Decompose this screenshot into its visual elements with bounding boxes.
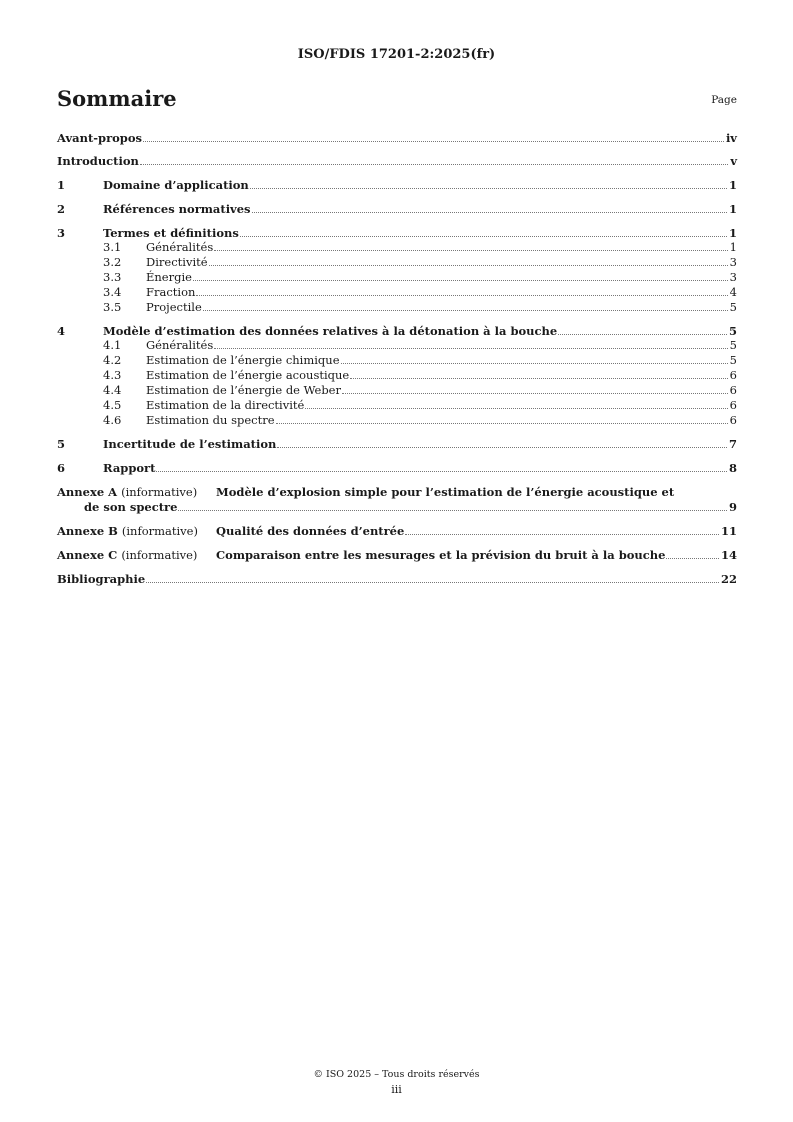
leader-dots	[146, 582, 719, 583]
annex-type: (informative)	[121, 548, 198, 562]
toc-entry-label: Rapport	[103, 461, 156, 475]
page-footer	[0, 1067, 793, 1097]
copyright-notice: © ISO 2025 – Tous droits réservés	[313, 1069, 480, 1080]
toc-entry-clause-5[interactable]	[57, 436, 737, 451]
toc-entry-label: Domaine d’application	[103, 178, 249, 192]
toc-entry-label: Bibliographie	[57, 572, 146, 586]
toc-entry-label: de son spectre	[84, 500, 178, 514]
toc-entry-introduction[interactable]	[57, 153, 737, 168]
document-id-header: ISO/FDIS 17201-2:2025(fr)	[297, 47, 496, 62]
toc-entry-label: Directivité	[146, 255, 208, 269]
toc-entry-label: Références normatives	[103, 202, 251, 216]
toc-entry-number: 3.5	[103, 300, 122, 314]
toc-entry-label: Estimation de l’énergie de Weber	[146, 383, 341, 397]
toc-entry-label: Modèle d’estimation des données relatives à la détonation à la bouche	[103, 324, 558, 338]
toc-entry-page: 11	[720, 524, 737, 538]
toc-entry-label: Comparaison entre les mesurages et la prévision du bruit à la bouche	[216, 548, 666, 562]
toc-subentry-3-2[interactable]	[57, 254, 737, 269]
toc-entry-number: 4.6	[103, 413, 122, 427]
toc-entry-page: 6	[729, 398, 737, 412]
toc-entry-label: Qualité des données d’entrée	[216, 524, 405, 538]
toc-entry-label: Introduction	[57, 154, 139, 168]
leader-dots	[342, 393, 728, 394]
leader-dots	[209, 265, 728, 266]
annex-heading	[57, 549, 216, 562]
leader-dots	[240, 236, 727, 237]
toc-subentry-4-5[interactable]	[57, 397, 737, 412]
leader-dots	[250, 188, 727, 189]
toc-entry-clause-4[interactable]	[57, 323, 737, 338]
toc-entry-label: Estimation de l’énergie chimique	[146, 353, 340, 367]
toc-title-row	[57, 86, 737, 114]
toc-entry-page: 8	[728, 461, 737, 475]
toc-entry-page: 6	[729, 413, 737, 427]
leader-dots	[193, 280, 728, 281]
leader-dots	[666, 558, 719, 559]
toc-entry-page: v	[730, 154, 737, 168]
leader-dots	[156, 471, 727, 472]
toc-subentry-4-4[interactable]	[57, 382, 737, 397]
toc-subentry-3-4[interactable]	[57, 284, 737, 299]
toc-entry-clause-3[interactable]	[57, 225, 737, 240]
toc-entry-label: Modèle d’explosion simple pour l’estimation de l’énergie acoustique et	[216, 485, 675, 499]
toc-entry-avant-propos[interactable]	[57, 130, 737, 145]
toc-entry-clause-1[interactable]	[57, 177, 737, 192]
toc-entry-page: 5	[729, 300, 737, 314]
toc-entry-page: iv	[725, 131, 737, 145]
toc-entry-number: 2	[57, 202, 66, 216]
toc-subentry-4-1[interactable]	[57, 337, 737, 352]
toc-entry-clause-6[interactable]	[57, 460, 737, 475]
toc-subentry-4-3[interactable]	[57, 367, 737, 382]
toc-entry-label: Projectile	[146, 300, 202, 314]
page-column-label: Page	[711, 94, 737, 106]
toc-entry-number: 6	[57, 461, 66, 475]
toc-entry-page: 1	[728, 226, 737, 240]
toc-entry-page: 5	[729, 353, 737, 367]
toc-entry-number: 4.4	[103, 383, 122, 397]
toc-entry-annexe-b[interactable]	[57, 523, 737, 538]
toc-entry-page: 7	[728, 437, 737, 451]
toc-entry-label: Estimation de l’énergie acoustique	[146, 368, 350, 382]
toc-subentry-4-6[interactable]	[57, 412, 737, 427]
leader-dots	[140, 164, 728, 165]
leader-dots	[214, 250, 727, 251]
leader-dots	[350, 378, 727, 379]
toc-entry-page: 5	[728, 324, 737, 338]
toc-entry-page: 5	[729, 338, 737, 352]
toc-subentry-3-3[interactable]	[57, 269, 737, 284]
toc-entry-page: 1	[728, 202, 737, 216]
toc-entry-number: 4.3	[103, 368, 122, 382]
toc-entry-annexe-a[interactable]	[57, 484, 737, 499]
toc-entry-annexe-c[interactable]	[57, 547, 737, 562]
toc-entry-clause-2[interactable]	[57, 201, 737, 216]
toc-entry-number: 4.5	[103, 398, 122, 412]
toc-entry-label: Énergie	[146, 270, 192, 284]
toc-entry-number: 3.4	[103, 285, 122, 299]
annex-name: Annexe B	[57, 524, 118, 538]
toc-entry-label: Généralités	[146, 338, 214, 352]
leader-dots	[196, 295, 727, 296]
leader-dots	[143, 141, 724, 142]
annex-type: (informative)	[121, 524, 198, 538]
leader-dots	[558, 334, 727, 335]
toc-entry-page: 1	[729, 240, 737, 254]
annex-name: Annexe C	[57, 548, 118, 562]
toc-entry-number: 4	[57, 324, 66, 338]
toc-entry-number: 1	[57, 178, 66, 192]
toc-entry-annexe-a-cont[interactable]	[57, 499, 737, 514]
toc-entry-page: 22	[720, 572, 737, 586]
toc-entry-number: 4.1	[103, 338, 122, 352]
toc-entry-label: Fraction	[146, 285, 196, 299]
leader-dots	[277, 447, 727, 448]
toc-entry-number: 3.2	[103, 255, 122, 269]
leader-dots	[405, 534, 719, 535]
page-title: Sommaire	[57, 86, 177, 111]
annex-name: Annexe A	[57, 485, 118, 499]
toc-entry-label: Avant-propos	[57, 131, 142, 145]
toc-entry-label: Incertitude de l’estimation	[103, 437, 277, 451]
toc-entry-number: 3.3	[103, 270, 122, 284]
leader-dots	[178, 510, 727, 511]
toc-entry-page: 9	[728, 500, 737, 514]
leader-dots	[203, 310, 728, 311]
toc-subentry-3-5[interactable]	[57, 299, 737, 314]
annex-heading	[57, 486, 216, 499]
leader-dots	[341, 363, 728, 364]
toc-entry-label: Estimation du spectre	[146, 413, 275, 427]
toc-entry-number: 3	[57, 226, 66, 240]
toc-entry-number: 4.2	[103, 353, 122, 367]
toc-entry-page: 3	[729, 270, 737, 284]
annex-type: (informative)	[121, 485, 198, 499]
annex-heading	[57, 525, 216, 538]
toc-entry-label: Généralités	[146, 240, 214, 254]
toc-entry-bibliographie[interactable]	[57, 571, 737, 586]
toc-subentry-3-1[interactable]	[57, 239, 737, 254]
leader-dots	[305, 408, 727, 409]
toc-entry-page: 6	[729, 368, 737, 382]
toc-entry-number: 3.1	[103, 240, 122, 254]
toc-entry-label: Estimation de la directivité	[146, 398, 305, 412]
leader-dots	[252, 212, 727, 213]
leader-dots	[276, 423, 728, 424]
toc-entry-label: Termes et définitions	[103, 226, 239, 240]
toc-entry-page: 6	[729, 383, 737, 397]
toc-entry-page: 4	[729, 285, 737, 299]
leader-dots	[214, 348, 727, 349]
toc-entry-number: 5	[57, 437, 66, 451]
toc-entry-page: 14	[720, 548, 737, 562]
toc-entry-page: 3	[729, 255, 737, 269]
toc-entry-page: 1	[728, 178, 737, 192]
toc-subentry-4-2[interactable]	[57, 352, 737, 367]
page-number: iii	[391, 1083, 402, 1096]
